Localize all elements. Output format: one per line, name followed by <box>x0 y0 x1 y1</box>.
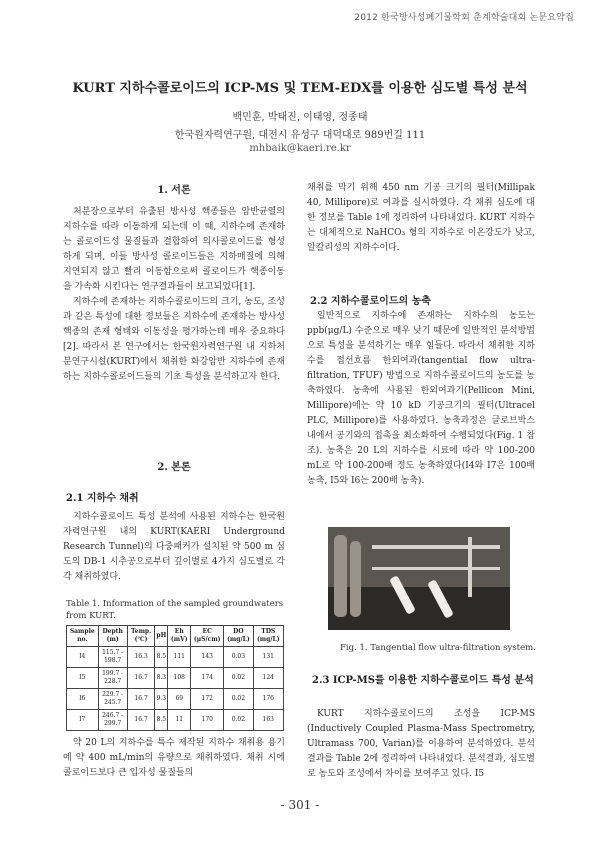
table-cell: 16.7 <box>127 668 155 689</box>
section-1-title: 1. 서론 <box>157 185 191 196</box>
table-cell: 0.02 <box>224 710 253 731</box>
table-row <box>67 647 284 668</box>
table-header-cell: Temp. (℃) <box>127 626 155 647</box>
table-cell: 176 <box>253 689 283 710</box>
table-cell: I5 <box>67 668 99 689</box>
paragraph: 채취를 막기 위해 450 nm 기공 크기의 필터(Millipak 40, Millipore)로 여과를 실시하였다. 각 채취 심도에 대한 정보를 Table 1에 정리하여 나타내었다. KURT 지하수는 대체적으로 NaHCO₃ 형의 지하수로 이온강도가 낮고, 알칼리성의 지하수이다. <box>307 183 535 253</box>
table-cell: 69 <box>168 689 191 710</box>
filter-rack <box>372 545 500 549</box>
gas-cylinder <box>334 535 347 617</box>
table-cell: 163 <box>253 710 283 731</box>
paragraph: 지하수콜로이드 특성 분석에 사용된 지하수는 한국원자력연구원 내의 KURT(KAERI Underground Research Tunnel)의 다중패커가 설치된 약 500 m 심도의 DB-1 시추공으로부터 깊이별로 4가지 심도별로 각각 채취하였다. <box>63 512 285 582</box>
table-cell: 170 <box>191 710 224 731</box>
table-cell: 172 <box>191 689 224 710</box>
section-2-2-title: 2.2 지하수콜로이드의 농축 <box>310 296 431 307</box>
table-cell: 124 <box>253 668 283 689</box>
filter-rack <box>468 537 472 597</box>
table-header-cell: Sample no. <box>67 626 99 647</box>
figure-caption: Fig. 1. Tangential flow ultra-filtration system. <box>340 643 536 653</box>
table-cell: 174 <box>191 668 224 689</box>
section-2-title: 2. 본론 <box>157 462 191 473</box>
section-2-1-body-cont <box>63 736 285 781</box>
table-cell: I6 <box>67 689 99 710</box>
filter-rack <box>372 567 500 570</box>
table-cell: 8.5 <box>155 710 168 731</box>
page-number: - 301 - <box>280 798 320 812</box>
table-cell: 0.03 <box>224 647 253 668</box>
table-caption: Table 1. Information of the sampled groundwaters from KURT. <box>66 599 284 621</box>
affiliation: 한국원자력연구원, 대전시 유성구 대덕대로 989번길 111 <box>174 130 426 141</box>
table-cell: 9.3 <box>155 689 168 710</box>
table-cell: 115.7 - 198.7 <box>98 647 127 668</box>
table-header-cell: DO (mg/L) <box>224 626 253 647</box>
section-2-3-title: 2.3 ICP-MS를 이용한 지하수콜로이드 특성 분석 <box>312 675 534 686</box>
table-row <box>67 668 284 689</box>
table-header-cell: pH <box>155 626 168 647</box>
section-2-2-body <box>307 309 535 489</box>
table-cell: 8.5 <box>155 647 168 668</box>
groundwater-table <box>66 625 284 731</box>
table-cell: I4 <box>67 647 99 668</box>
table-cell: 16.7 <box>127 689 155 710</box>
table-row <box>67 710 284 731</box>
table-cell: 8.3 <box>155 668 168 689</box>
table-header-cell: Depth (m) <box>98 626 127 647</box>
table-cell: 143 <box>191 647 224 668</box>
section-2-3-body <box>307 707 535 782</box>
paragraph: 지하수에 존재하는 지하수콜로이드의 크기, 농도, 조성과 같은 특성에 대한 정보들은 지하수에 존재하는 방사성 핵종의 존재 형태와 이동성을 평가하는데 매우 중요하다[2]. 따라서 본 연구에서는 한국원자력연구원 내 지하처분연구시설(KURT)에서 채취한 화강암반 지하수에 존재하는 지하수콜로이드들의 기초 특성을 분석하고자 한다. <box>63 297 285 382</box>
tfuf-system-photo <box>328 527 510 630</box>
paragraph: 처분장으로부터 유출된 방사성 핵종들은 암반균열의 지하수를 따라 이동하게 되는데 이 때, 지하수에 존재하는 콜로이드성 물질들과 결합하여 의사콜로이드를 형성하게 되며, 이들 방사성 콜로이드들은 지하매질에 의해 지연되지 않고 빨리 이동함으로써 콜로이드가 핵종이동을 가속화 시킨다는 연구결과들이 보고되었다[1]. <box>63 207 285 292</box>
table-header-cell: Eh (mV) <box>168 626 191 647</box>
table-cell: 0.02 <box>224 668 253 689</box>
right-column-continuation <box>307 181 535 256</box>
table-cell: 229.7 - 245.7 <box>98 689 127 710</box>
table-cell: 131 <box>253 647 283 668</box>
paragraph: KURT 지하수콜로이드의 조성을 ICP-MS (Inductively Coupled Plasma-Mass Spectrometry, Ultramass 700, Varian)를 이용하여 분석하였다. 분석결과를 Table 2에 정리하여 나타내었다. 분석결과, 심도별로 농도와 조성에서 차이를 보여주고 있다. I5 <box>307 709 535 779</box>
email: mhbaik@kaeri.re.kr <box>249 143 351 154</box>
table-cell: 246.7 - 299.7 <box>98 710 127 731</box>
section-2-1-title: 2.1 지하수 채취 <box>66 493 139 504</box>
authors: 백민훈, 박태진, 이태영, 정종태 <box>232 112 368 123</box>
gas-cylinder <box>350 541 361 617</box>
table-cell: 16.3 <box>127 647 155 668</box>
table-header-row <box>67 626 284 647</box>
table-cell: 16.7 <box>127 710 155 731</box>
paper-title: KURT 지하수콜로이드의 ICP-MS 및 TEM-EDX를 이용한 심도별 특성 분석 <box>72 81 528 96</box>
running-header: 2012 한국방사성폐기물학회 춘계학술대회 논문요약집 <box>354 13 574 23</box>
paragraph: 약 20 L의 지하수를 특수 제작된 지하수 채취용 용기에 약 400 mL/min의 유량으로 채취하였다. 채취 시에 콜로이드보다 큰 입자성 물질들의 <box>63 738 285 778</box>
table-header-cell: TDS (mg/L) <box>253 626 283 647</box>
table-row <box>67 689 284 710</box>
table-cell: I7 <box>67 710 99 731</box>
table-cell: 108 <box>168 668 191 689</box>
table-cell: 111 <box>168 647 191 668</box>
section-2-1-body <box>63 510 285 585</box>
paragraph: 일반적으로 지하수에 존재하는 지하수의 농도는 ppb(μg/L) 수준으로 매우 낮기 때문에 일반적인 분석방법으로 특성을 분석하기는 매우 힘들다. 따라서 채취한 지하수를 접선흐름 한외여과(tangential flow ultra-filtration, TFUF) 방법으로 지하수콜로이드의 농도를 농축하였다. 농축에 사용된 한외여과기(Pellicon Mini, Millipore)에는 약 10 kD 기공크기의 필터(Ultracel PLC, Millipore)를 사용하였다. 농축과정은 글로브박스 내에서 공기와의 접촉을 최소화하여 수행되었다(Fig. 1 참조). 농축은 20 L의 지하수를 시료에 따라 약 100-200 mL로 약 100-200배 정도 농축하였다(I4와 I7은 100배 농축, I5와 I6는 200배 농축). <box>307 311 535 486</box>
table-cell: 0.02 <box>224 689 253 710</box>
table-cell: 199.7 - 228.7 <box>98 668 127 689</box>
table-header-cell: EC (μS/cm) <box>191 626 224 647</box>
section-1-body <box>63 205 285 385</box>
table-cell: 11 <box>168 710 191 731</box>
